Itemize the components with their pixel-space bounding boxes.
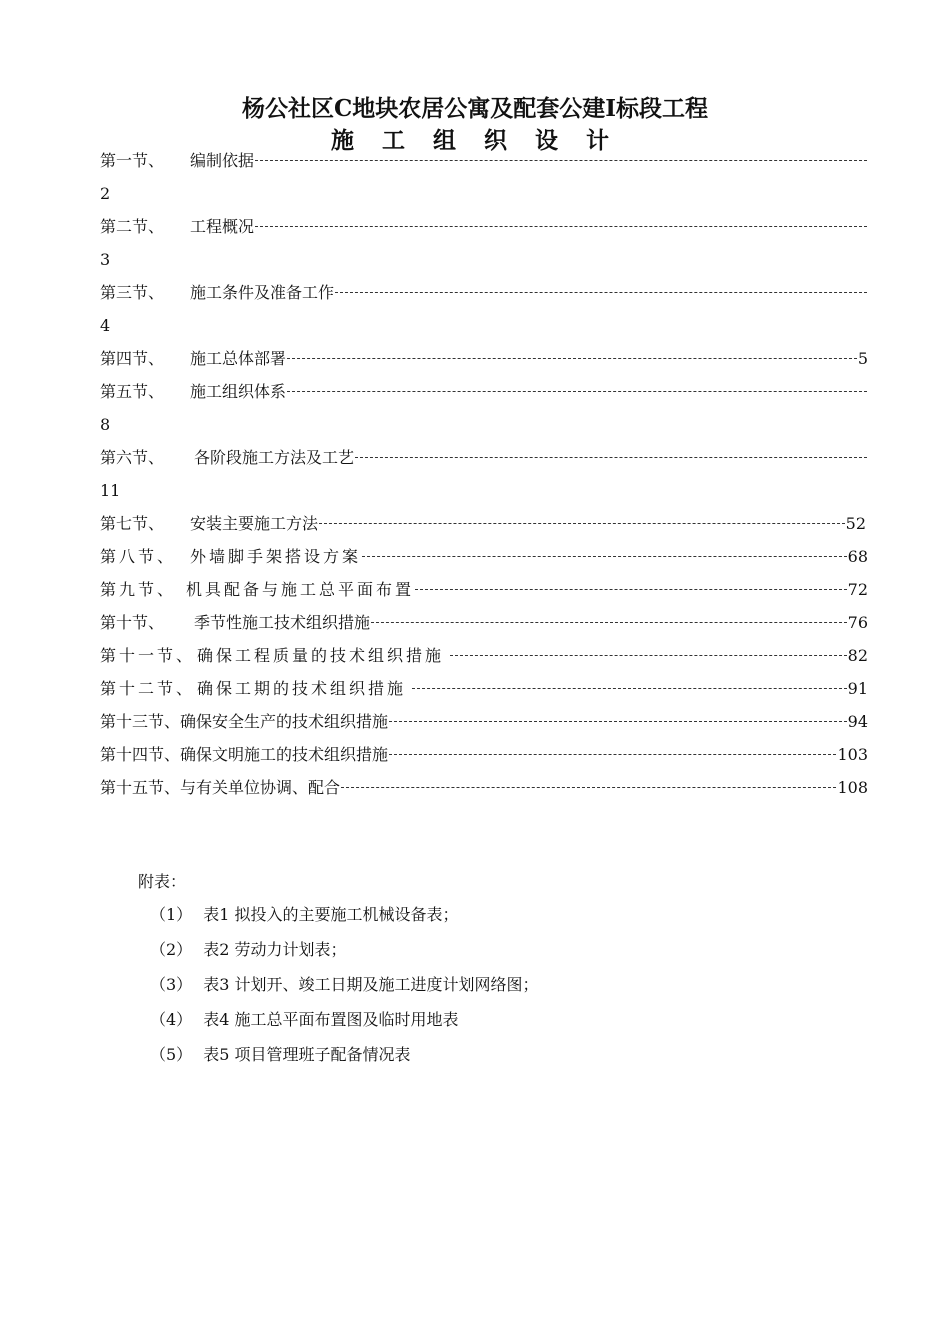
toc-leader — [255, 160, 867, 161]
toc-section-title: 各阶段施工方法及工艺 — [194, 448, 355, 467]
toc-section-number: 第三节、 — [100, 283, 165, 302]
document-title: 杨公社区C地块农居公寓及配套公建Ⅰ标段工程 — [241, 95, 709, 122]
toc-section-number: 第九节、 — [100, 580, 177, 599]
appendix-item — [150, 972, 539, 998]
toc-section-title: 季节性施工技术组织措施 — [194, 613, 371, 632]
toc-section-title: 确保安全生产的技术组织措施 — [180, 712, 389, 731]
toc-entry[interactable] — [100, 643, 868, 669]
toc-section-number: 第十四节、 — [100, 745, 181, 764]
appendix-item-index: （3） — [150, 975, 193, 994]
appendix-item-index: （1） — [150, 905, 193, 924]
toc-entry[interactable] — [100, 148, 868, 174]
toc-leader — [255, 226, 867, 227]
toc-entry[interactable] — [100, 610, 868, 636]
toc-section-number: 第十五节、 — [100, 778, 181, 797]
appendix-item-text: 表5 项目管理班子配备情况表 — [203, 1045, 411, 1064]
toc-leader — [287, 358, 857, 359]
toc-section-number: 第十节、 — [100, 613, 165, 632]
toc-page-number: 76 — [847, 613, 868, 632]
document-subtitle: 施 工 组 织 设 计 — [330, 127, 620, 154]
toc-section-number: 第二节、 — [100, 217, 165, 236]
appendix-item-index: （4） — [150, 1010, 193, 1029]
toc-section-title: 施工条件及准备工作 — [190, 283, 335, 302]
toc-section-title: 安装主要施工方法 — [190, 514, 319, 533]
toc-page-number-wrapped — [100, 478, 868, 504]
toc-leader — [319, 523, 845, 524]
toc-page-number: 94 — [847, 712, 868, 731]
toc-section-title: 施工总体部署 — [190, 349, 287, 368]
toc-page-number: 2 — [100, 184, 111, 203]
toc-section-title: 机具配备与施工总平面布置 — [186, 580, 415, 599]
toc-entry[interactable] — [100, 511, 866, 537]
toc-leader — [415, 589, 847, 590]
toc-leader — [362, 556, 847, 557]
toc-leader — [335, 292, 867, 293]
toc-entry[interactable] — [100, 709, 868, 735]
toc-leader — [412, 688, 847, 689]
toc-section-title: 确保工期的技术组织措施 — [197, 679, 407, 698]
toc-page-number: 103 — [837, 745, 868, 764]
toc-section-number: 第十三节、 — [100, 712, 181, 731]
toc-page-number-wrapped — [100, 313, 868, 339]
toc-page-number: 11 — [100, 481, 121, 500]
toc-section-number: 第七节、 — [100, 514, 165, 533]
appendix-item-text: 表2 劳动力计划表； — [203, 940, 347, 959]
appendix-item-index: （5） — [150, 1045, 193, 1064]
toc-page-number: 52 — [845, 514, 866, 533]
toc-entry[interactable] — [100, 445, 868, 471]
toc-section-number: 第一节、 — [100, 151, 165, 170]
toc-section-number: 第四节、 — [100, 349, 165, 368]
appendix-heading: 附表： — [138, 872, 187, 891]
toc-page-number: 108 — [837, 778, 868, 797]
toc-entry[interactable] — [100, 577, 868, 603]
toc-leader — [371, 622, 847, 623]
toc-entry[interactable] — [100, 544, 868, 570]
toc-section-title: 工程概况 — [190, 217, 255, 236]
toc-section-title: 确保文明施工的技术组织措施 — [180, 745, 389, 764]
appendix-item — [150, 1007, 459, 1033]
toc-entry[interactable] — [100, 346, 868, 372]
toc-page-number: 8 — [100, 415, 111, 434]
toc-section-number: 第十一节、 — [100, 646, 196, 665]
toc-section-number: 第十二节、 — [100, 679, 196, 698]
toc-page-number-wrapped — [100, 181, 868, 207]
toc-leader — [389, 754, 836, 755]
appendix-item — [150, 1042, 411, 1068]
appendix-item — [150, 937, 347, 963]
toc-page-number: 3 — [100, 250, 111, 269]
appendix-item-text: 表4 施工总平面布置图及临时用地表 — [203, 1010, 459, 1029]
appendix-item-text: 表3 计划开、竣工日期及施工进度计划网络图； — [203, 975, 539, 994]
toc-page-number: 68 — [847, 547, 868, 566]
toc-section-title: 编制依据 — [190, 151, 255, 170]
toc-page-number: 91 — [847, 679, 868, 698]
toc-leader — [287, 391, 867, 392]
toc-section-number: 第六节、 — [100, 448, 165, 467]
toc-page-number-wrapped — [100, 247, 868, 273]
toc-entry[interactable] — [100, 379, 868, 405]
toc-page-number: 82 — [847, 646, 868, 665]
toc-entry[interactable] — [100, 676, 868, 702]
toc-leader — [389, 721, 847, 722]
appendix-item-text: 表1 拟投入的主要施工机械设备表； — [203, 905, 459, 924]
toc-page-number: 5 — [857, 349, 868, 368]
toc-entry[interactable] — [100, 775, 868, 801]
toc-leader — [355, 457, 867, 458]
toc-leader — [341, 787, 836, 788]
toc-page-number-wrapped — [100, 412, 868, 438]
toc-section-title: 与有关单位协调、配合 — [180, 778, 341, 797]
toc-page-number: 4 — [100, 316, 111, 335]
toc-section-title: 确保工程质量的技术组织措施 — [197, 646, 445, 665]
toc-page-number: 72 — [847, 580, 868, 599]
toc-entry[interactable] — [100, 280, 868, 306]
toc-section-number: 第八节、 — [100, 547, 177, 566]
toc-entry[interactable] — [100, 742, 868, 768]
toc-leader — [450, 655, 847, 656]
appendix-item-index: （2） — [150, 940, 193, 959]
toc-entry[interactable] — [100, 214, 868, 240]
appendix-item — [150, 902, 459, 928]
toc-section-title: 施工组织体系 — [190, 382, 287, 401]
toc-section-number: 第五节、 — [100, 382, 165, 401]
toc-section-title: 外墙脚手架搭设方案 — [190, 547, 362, 566]
